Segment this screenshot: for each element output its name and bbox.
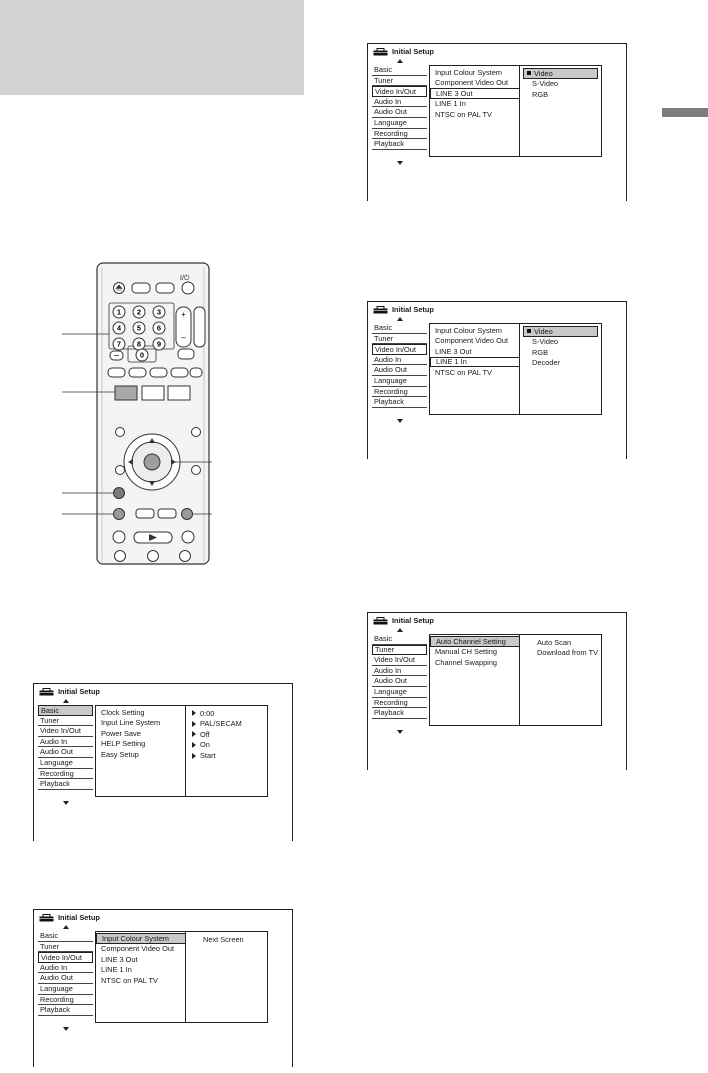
power-button	[182, 282, 194, 294]
top-button-3	[156, 283, 174, 293]
scroll-down-icon[interactable]	[397, 419, 403, 423]
menu-header	[39, 687, 100, 697]
setup-screen-video	[33, 909, 293, 1067]
menu-title: Initial Setup	[392, 305, 434, 315]
option-list	[185, 931, 268, 1023]
toolbox-icon	[373, 306, 388, 314]
category-item[interactable]: Playback	[372, 139, 427, 150]
option-item[interactable]	[523, 79, 598, 90]
number-label: 8	[136, 339, 142, 349]
category-item[interactable]: Recording	[372, 698, 427, 709]
number-label: 9	[156, 339, 162, 349]
setup-screen-line3	[367, 43, 627, 201]
option-list	[519, 634, 602, 726]
option-label: Auto Scan	[537, 637, 572, 647]
number-label: 4	[116, 323, 122, 333]
category-item[interactable]: Audio Out	[372, 107, 427, 118]
option-label: 0:00	[200, 708, 215, 718]
option-label: PAL/SECAM	[200, 719, 242, 729]
category-item[interactable]: Tuner	[38, 716, 93, 727]
prev-button	[114, 509, 125, 520]
setting-list	[429, 634, 519, 726]
number-label: 7	[116, 339, 122, 349]
option-label: Next Screen	[203, 934, 244, 944]
category-item[interactable]: Video In/Out	[372, 655, 427, 666]
enter-button	[144, 454, 160, 470]
category-list	[38, 931, 93, 1016]
menu-title: Initial Setup	[58, 913, 100, 923]
option-label: Start	[200, 750, 216, 760]
category-item[interactable]: Tuner	[372, 645, 427, 656]
option-item[interactable]	[189, 750, 264, 761]
setting-item[interactable]: Manual CH Setting	[435, 647, 498, 657]
category-item[interactable]: Video In/Out	[38, 726, 93, 737]
setting-item[interactable]: Input Colour System	[435, 67, 502, 77]
category-item[interactable]: Playback	[38, 779, 93, 790]
option-item[interactable]	[523, 648, 598, 659]
option-item[interactable]	[189, 934, 264, 945]
category-item[interactable]: Recording	[372, 129, 427, 140]
scroll-up-icon[interactable]	[397, 628, 403, 632]
setup-screen-line1	[367, 301, 627, 459]
setup-screen-tuner	[367, 612, 627, 770]
number-label: 2	[136, 307, 142, 317]
option-item[interactable]	[523, 89, 598, 100]
remote-control-illustration	[62, 262, 212, 566]
number-label: 6	[156, 323, 162, 333]
setting-item[interactable]: LINE 3 Out	[101, 954, 138, 964]
system-menu-button	[115, 386, 137, 400]
toolbox-icon	[39, 688, 54, 696]
category-item[interactable]: Recording	[372, 387, 427, 398]
option-item[interactable]	[523, 637, 598, 648]
toolbox-icon	[39, 914, 54, 922]
menu-header	[39, 913, 100, 923]
setting-item[interactable]: LINE 1 In	[430, 357, 520, 368]
option-label: S-Video	[532, 79, 559, 89]
scroll-up-icon[interactable]	[397, 59, 403, 63]
setting-item[interactable]: Input Colour System	[96, 933, 186, 944]
category-list	[372, 65, 427, 150]
category-item[interactable]: Audio In	[372, 97, 427, 108]
number-label: 0	[139, 350, 145, 360]
category-item[interactable]: Language	[38, 758, 93, 769]
option-item[interactable]	[523, 347, 598, 358]
option-item[interactable]	[523, 326, 598, 337]
category-item[interactable]: Language	[372, 687, 427, 698]
setting-item[interactable]: Clock Setting	[101, 707, 145, 717]
category-item[interactable]: Audio Out	[38, 747, 93, 758]
category-item[interactable]: Language	[372, 376, 427, 387]
setting-list	[95, 931, 185, 1023]
setting-item[interactable]: Channel Swapping	[435, 657, 498, 667]
scroll-down-icon[interactable]	[63, 801, 69, 805]
toolbox-icon	[373, 48, 388, 56]
menu-header	[373, 616, 434, 626]
option-item[interactable]	[189, 729, 264, 740]
option-list	[185, 705, 268, 797]
option-label: Video	[534, 68, 553, 78]
category-item[interactable]: Tuner	[372, 334, 427, 345]
option-label: Off	[200, 729, 210, 739]
option-item[interactable]	[523, 337, 598, 348]
option-item[interactable]	[189, 719, 264, 730]
category-item[interactable]: Language	[38, 984, 93, 995]
category-item[interactable]: Tuner	[38, 942, 93, 953]
scroll-down-icon[interactable]	[63, 1027, 69, 1031]
option-list	[519, 65, 602, 157]
setting-item[interactable]: Component Video Out	[435, 336, 508, 346]
category-item[interactable]: Basic	[372, 65, 427, 76]
category-item[interactable]: Video In/Out	[372, 86, 427, 97]
category-item[interactable]: Audio Out	[38, 973, 93, 984]
option-label: RGB	[532, 89, 549, 99]
next-button	[182, 509, 193, 520]
option-label: RGB	[532, 347, 549, 357]
number-label: 5	[136, 323, 142, 333]
toolbox-icon	[373, 617, 388, 625]
power-label: I/⏻	[180, 275, 190, 282]
number-label: 1	[116, 307, 122, 317]
menu-header	[373, 305, 434, 315]
selected-marker-icon	[527, 329, 531, 333]
option-label: S-Video	[532, 337, 559, 347]
category-item[interactable]: Recording	[38, 995, 93, 1006]
setting-list	[429, 65, 519, 157]
option-item[interactable]	[523, 358, 598, 369]
menu-header	[373, 47, 434, 57]
category-list	[372, 323, 427, 408]
category-item[interactable]: Audio Out	[372, 676, 427, 687]
scroll-up-icon[interactable]	[63, 699, 69, 703]
category-item[interactable]: Basic	[38, 931, 93, 942]
category-item[interactable]: Tuner	[372, 76, 427, 87]
category-item[interactable]: Playback	[372, 708, 427, 719]
selected-marker-icon	[527, 71, 531, 75]
menu-title: Initial Setup	[58, 687, 100, 697]
category-item[interactable]: Playback	[38, 1005, 93, 1016]
category-item[interactable]: Audio In	[372, 355, 427, 366]
setting-item[interactable]: NTSC on PAL TV	[435, 109, 492, 119]
option-list	[519, 323, 602, 415]
top-button-2	[132, 283, 150, 293]
category-item[interactable]: Video In/Out	[372, 344, 427, 355]
option-label: Download from TV	[537, 648, 599, 658]
setting-item[interactable]: Auto Channel Setting	[430, 636, 520, 647]
option-item[interactable]	[189, 708, 264, 719]
setting-item[interactable]: Easy Setup	[101, 749, 139, 759]
category-item[interactable]: Basic	[38, 705, 93, 716]
category-item[interactable]: Language	[372, 118, 427, 129]
option-label: Decoder	[532, 358, 560, 368]
option-label: On	[200, 740, 210, 750]
setting-list	[95, 705, 185, 797]
category-list	[372, 634, 427, 719]
setting-item[interactable]: LINE 3 Out	[430, 88, 520, 99]
category-item[interactable]: Recording	[38, 769, 93, 780]
option-label: Video	[534, 326, 553, 336]
section-header-box	[0, 0, 304, 95]
category-item[interactable]: Basic	[372, 323, 427, 334]
setting-item[interactable]: Component Video Out	[101, 944, 174, 954]
category-item[interactable]: Audio In	[372, 666, 427, 677]
setting-item[interactable]: NTSC on PAL TV	[435, 367, 492, 377]
setting-item[interactable]: LINE 1 In	[101, 965, 132, 975]
return-button	[114, 488, 125, 499]
setting-item[interactable]: Input Colour System	[435, 325, 502, 335]
option-item[interactable]	[189, 740, 264, 751]
category-list	[38, 705, 93, 790]
menu-title: Initial Setup	[392, 47, 434, 57]
option-item[interactable]	[523, 68, 598, 79]
category-item[interactable]: Audio In	[38, 737, 93, 748]
setup-screen-basic	[33, 683, 293, 841]
chapter-edge-tab	[662, 108, 708, 117]
setting-list	[429, 323, 519, 415]
menu-title: Initial Setup	[392, 616, 434, 626]
category-item[interactable]: Audio Out	[372, 365, 427, 376]
setting-item[interactable]: LINE 1 In	[435, 99, 466, 109]
category-item[interactable]: Audio In	[38, 963, 93, 974]
scroll-up-icon[interactable]	[63, 925, 69, 929]
setting-item[interactable]: HELP Setting	[101, 739, 146, 749]
setting-item[interactable]: LINE 3 Out	[435, 346, 472, 356]
category-item[interactable]: Playback	[372, 397, 427, 408]
volume-minus-label: –	[181, 333, 186, 342]
category-item[interactable]: Basic	[372, 634, 427, 645]
volume-plus-label: +	[181, 310, 186, 319]
number-label: 3	[156, 307, 162, 317]
category-item[interactable]: Video In/Out	[38, 952, 93, 963]
setting-item[interactable]: Power Save	[101, 728, 141, 738]
scroll-down-icon[interactable]	[397, 161, 403, 165]
scroll-down-icon[interactable]	[397, 730, 403, 734]
setting-item[interactable]: NTSC on PAL TV	[101, 975, 158, 985]
setting-item[interactable]: Component Video Out	[435, 78, 508, 88]
setting-item[interactable]: Input Line System	[101, 718, 161, 728]
scroll-up-icon[interactable]	[397, 317, 403, 321]
